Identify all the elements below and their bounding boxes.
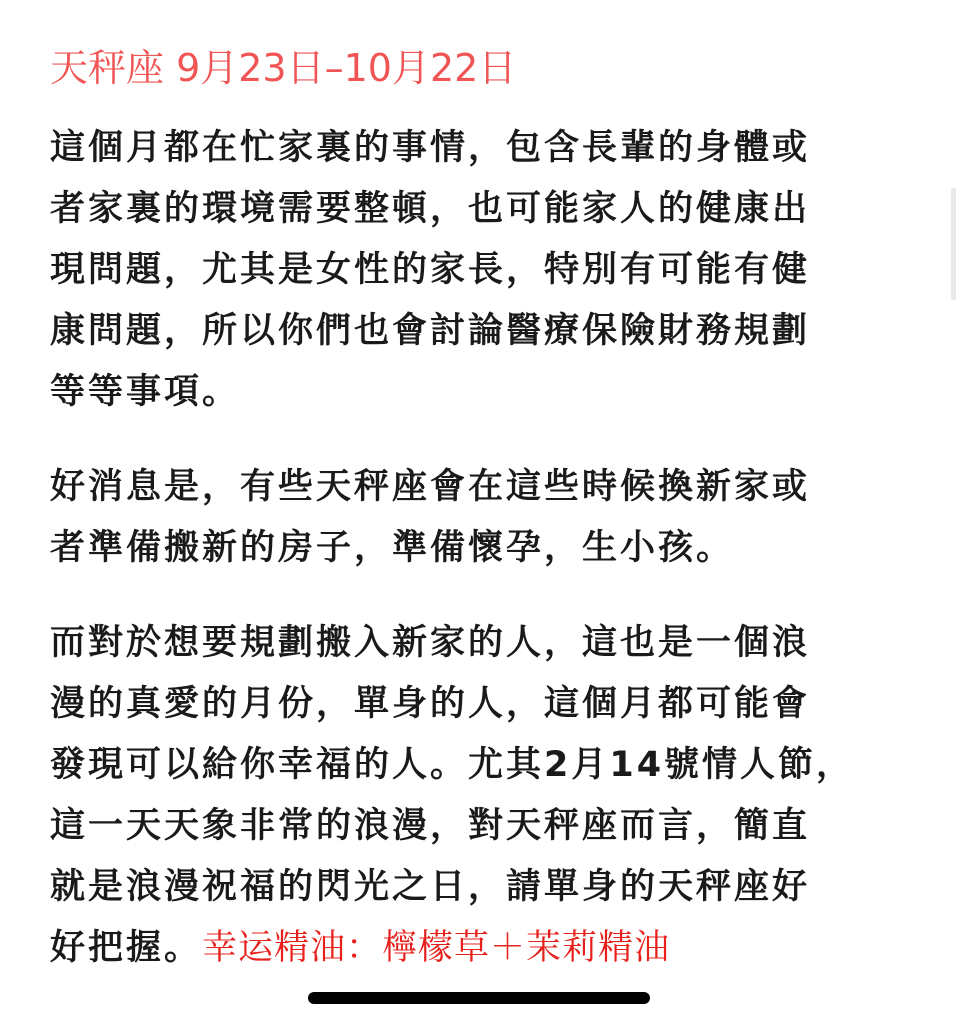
- text-fragment: 好把握。: [50, 928, 203, 968]
- paragraph-good-news: [50, 457, 912, 579]
- text-line: 就是浪漫祝福的閃光之日，請單身的天秤座好: [50, 867, 811, 907]
- lucky-oil-note: 幸运精油：檸檬草＋茉莉精油: [202, 928, 671, 968]
- text-line-last: [50, 918, 912, 979]
- text-line: 現問題，尤其是女性的家長，特別有可能有健: [50, 250, 811, 290]
- text-line: 發現可以給你幸福的人。尤其2月14號情人節，: [50, 745, 855, 785]
- text-line: 者準備搬新的房子，準備懷孕，生小孩。: [50, 528, 735, 568]
- page-title: 天秤座 9月23日–10月22日: [50, 46, 517, 90]
- paragraph-romance: [50, 613, 912, 979]
- text-line: 等等事項。: [50, 372, 241, 412]
- scroll-indicator[interactable]: [951, 188, 956, 300]
- article-body: [50, 118, 912, 1013]
- text-line: 好消息是，有些天秤座會在這些時候換新家或: [50, 467, 811, 507]
- text-line: 這一天天象非常的浪漫，對天秤座而言，簡直: [50, 806, 811, 846]
- text-line: 這個月都在忙家裏的事情，包含長輩的身體或: [50, 128, 811, 168]
- text-line: 而對於想要規劃搬入新家的人，這也是一個浪: [50, 623, 811, 663]
- text-line: 康問題，所以你們也會討論醫療保險財務規劃: [50, 311, 811, 351]
- paragraph-family: [50, 118, 912, 423]
- text-line: 者家裏的環境需要整頓，也可能家人的健康出: [50, 189, 811, 229]
- text-line: 漫的真愛的月份，單身的人，這個月都可能會: [50, 684, 811, 724]
- home-indicator[interactable]: [308, 992, 650, 1004]
